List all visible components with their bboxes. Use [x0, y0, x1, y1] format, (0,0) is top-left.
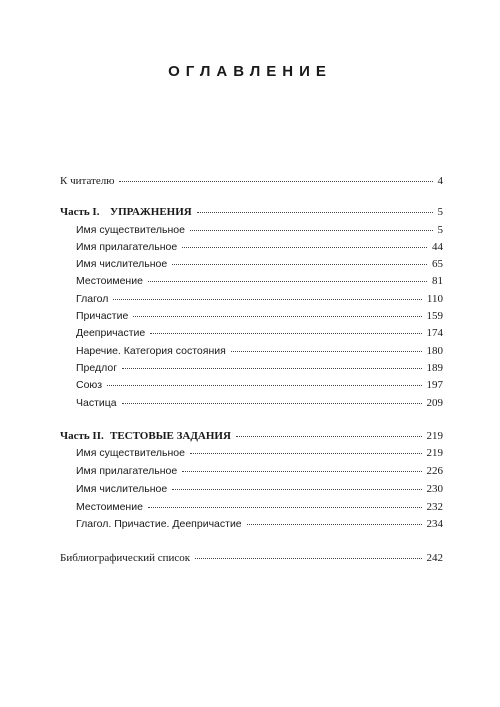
dot-leader	[195, 558, 421, 559]
toc-entry-verb[interactable]	[76, 291, 443, 307]
toc-entry-page: 65	[432, 258, 443, 270]
toc-entry-label: Библиографический список	[60, 552, 191, 564]
toc-entry-label: Имя прилагательное	[76, 241, 178, 253]
toc-entry-page: 219	[426, 447, 443, 459]
toc-entry-page: 5	[437, 224, 443, 236]
dot-leader	[172, 489, 421, 490]
toc-entry-page: 81	[432, 275, 443, 287]
toc-entry-page: 159	[426, 310, 443, 322]
toc-entry-page: 174	[426, 327, 443, 339]
toc-entry-gerund[interactable]	[76, 325, 443, 341]
toc-entry-page: 230	[426, 483, 443, 495]
toc-entry-noun[interactable]	[76, 222, 443, 238]
dot-leader	[247, 524, 422, 525]
dot-leader	[113, 299, 422, 300]
toc-entry-page: 209	[426, 397, 443, 409]
toc-part-title: УПРАЖНЕНИЯ	[110, 206, 192, 218]
toc-entry-page: 226	[426, 465, 443, 477]
toc-entry-numeral[interactable]	[76, 256, 443, 272]
toc-part-number: Часть II.	[60, 430, 104, 442]
toc-entry-label: Наречие. Категория состояния	[76, 345, 226, 357]
toc-entry-adverb[interactable]	[76, 343, 443, 359]
toc-entry-label: Причастие	[76, 310, 129, 322]
toc-entry-label: Предлог	[76, 362, 118, 374]
dot-leader	[122, 403, 422, 404]
toc-entry-label: Союз	[76, 379, 103, 391]
toc-entry-page: 110	[426, 293, 443, 305]
toc-entry-to-reader[interactable]	[60, 173, 443, 189]
dot-leader	[182, 471, 421, 472]
toc-entry-label: Местоимение	[76, 275, 143, 287]
toc-entry-page: 242	[426, 552, 443, 564]
toc-entry-pronoun[interactable]	[76, 273, 443, 289]
dot-leader	[182, 247, 427, 248]
toc-part-label	[60, 428, 234, 444]
toc-entry-numeral-test[interactable]	[76, 481, 443, 497]
toc-entry-label: Глагол. Причастие. Деепричастие	[76, 518, 242, 530]
dot-leader	[150, 333, 421, 334]
toc-entry-label: К читателю	[60, 175, 115, 187]
toc-entry-label: Имя прилагательное	[76, 465, 178, 477]
dot-leader	[119, 181, 432, 182]
toc-part-number: Часть I.	[60, 206, 100, 218]
toc-entry-page: 189	[426, 362, 443, 374]
toc-entry-adjective[interactable]	[76, 239, 443, 255]
toc-entry-label: Глагол	[76, 293, 109, 305]
toc-entry-page: 44	[432, 241, 443, 253]
toc-entry-page: 4	[437, 175, 443, 187]
dot-leader	[148, 507, 422, 508]
dot-leader	[172, 264, 427, 265]
toc-entry-label: Имя существительное	[76, 224, 185, 236]
toc-entry-page: 5	[437, 206, 443, 218]
dot-leader	[133, 316, 421, 317]
dot-leader	[148, 281, 427, 282]
toc-entry-label: Имя числительное	[76, 483, 168, 495]
toc-entry-preposition[interactable]	[76, 360, 443, 376]
toc-entry-label: Местоимение	[76, 501, 143, 513]
toc-entry-label: Частица	[76, 397, 117, 409]
toc-entry-page: 219	[426, 430, 443, 442]
toc-entry-bibliography[interactable]	[60, 550, 443, 566]
dot-leader	[190, 453, 422, 454]
toc-entry-part-2[interactable]	[60, 428, 443, 444]
dot-leader	[231, 351, 422, 352]
toc-entry-adjective-test[interactable]	[76, 463, 443, 479]
toc-entry-page: 197	[426, 379, 443, 391]
toc-entry-verb-test[interactable]	[76, 516, 443, 532]
dot-leader	[107, 385, 421, 386]
toc-entry-participle[interactable]	[76, 308, 443, 324]
toc-entry-part-1[interactable]	[60, 204, 443, 220]
toc-entry-conjunction[interactable]	[76, 377, 443, 393]
toc-entry-noun-test[interactable]	[76, 445, 443, 461]
toc-entry-pronoun-test[interactable]	[76, 499, 443, 515]
dot-leader	[236, 436, 422, 437]
toc-entry-label: Имя числительное	[76, 258, 168, 270]
dot-leader	[122, 368, 421, 369]
dot-leader	[190, 230, 433, 231]
toc-entry-label: Имя существительное	[76, 447, 185, 459]
toc-entry-label: Деепричастие	[76, 327, 146, 339]
toc-entry-page: 180	[426, 345, 443, 357]
toc-entry-page: 232	[426, 501, 443, 513]
toc-title: ОГЛАВЛЕНИЕ	[168, 63, 332, 80]
toc-entry-particle[interactable]	[76, 395, 443, 411]
dot-leader	[197, 212, 433, 213]
toc-part-title: ТЕСТОВЫЕ ЗАДАНИЯ	[110, 430, 231, 442]
toc-entry-page: 234	[426, 518, 443, 530]
toc-part-label	[60, 204, 195, 220]
